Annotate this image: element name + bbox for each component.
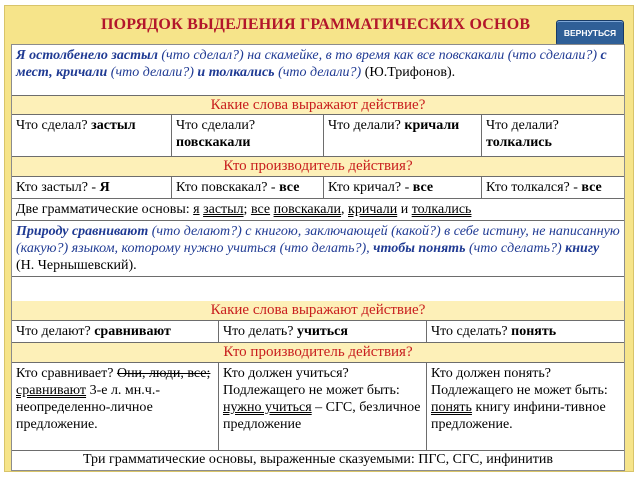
cell-question: Кто толкался? -: [486, 180, 578, 195]
example1-question: (что сделал?): [161, 48, 244, 63]
cell-question: Кто кричал? -: [328, 180, 410, 195]
predicate-word: понять: [431, 400, 472, 415]
example1-subject: Я остолбенело застыл: [16, 48, 158, 63]
table1-actor-cell: [12, 177, 172, 198]
example2-text: книгу: [565, 241, 600, 256]
example1-question: (что делали?): [110, 65, 194, 80]
cell-question: Кто сравнивает?: [16, 366, 114, 381]
page-title: ПОРЯДОК ВЫДЕЛЕНИЯ ГРАММАТИЧЕСКИХ ОСНОВ: [101, 16, 531, 33]
cell-answer: Я: [99, 180, 110, 195]
example1-author: (Ю.Трифонов).: [364, 65, 456, 80]
example2-question: (что сделать?): [468, 241, 562, 256]
example2-author: (Н. Чернышевский).: [16, 258, 137, 273]
table1-actors-row: [12, 177, 624, 199]
table1-action-cell: [12, 115, 172, 156]
cell-answer: сравнивают: [94, 324, 171, 339]
predicate-word: нужно учиться: [223, 400, 312, 415]
example1-question: (что сделали?): [507, 48, 598, 63]
conjunction: и: [400, 202, 409, 217]
cell-answer: все: [279, 180, 300, 195]
table2-actors-row: [12, 363, 624, 451]
example2-predicate: Природу сравнивают: [16, 224, 149, 239]
band-actor-question-2: Кто производитель действия?: [12, 343, 624, 363]
cell-answer: все: [412, 180, 434, 195]
cell-question: Кто застыл? -: [16, 180, 97, 195]
cell-question: Что делать?: [223, 324, 294, 339]
example2-question: (что делать?),: [279, 241, 370, 256]
cell-explanation: книгу инфини-тивное предложение.: [431, 400, 606, 432]
cell-answer: все: [581, 180, 602, 195]
example2-question: (какой?): [391, 224, 441, 239]
cell-question: Что делали?: [486, 118, 559, 133]
example-sentence-1: [12, 45, 624, 96]
example1-predicate: кричали: [56, 65, 108, 80]
footer-conclusion: Три грамматические основы, выраженные сказуемыми: ПГС, СГС, инфинитив: [83, 452, 553, 467]
table1-actor-cell: [172, 177, 324, 198]
cell-question: Что сделал?: [16, 118, 88, 133]
example1-text: с мест,: [16, 48, 607, 80]
table2-actor-cell: [12, 363, 219, 450]
example1-question: (что делали?): [278, 65, 362, 80]
cell-answer: повскакали: [176, 135, 251, 150]
example2-question: (какую?): [16, 241, 69, 256]
table2-action-cell: [12, 321, 219, 342]
grammatical-bases-summary-1: Две грамматические основы: я застыл; все повскакали, кричали и толкались: [12, 199, 624, 221]
example2-text: языком, которому нужно учиться: [71, 241, 277, 256]
cell-question: Что сделать?: [431, 324, 508, 339]
rules-table: [11, 44, 625, 471]
cell-explanation: 3-е л. мн.ч.- неопределенно-личное предложение.: [16, 383, 160, 432]
example1-text: на скамейке, в то время как все повскакали: [247, 48, 505, 63]
example-sentence-2: [12, 221, 624, 277]
cell-explanation: – СГС, безличное предложение: [223, 400, 421, 432]
cell-answer: понять: [511, 324, 557, 339]
cell-answer: толкались: [486, 135, 552, 150]
band-action-question: Какие слова выражают действие?: [12, 96, 624, 115]
cell-answer: учиться: [296, 324, 348, 339]
table2-actor-cell: [427, 363, 624, 450]
example2-text: чтобы понять: [373, 241, 466, 256]
back-button[interactable]: ВЕРНУТЬСЯ: [556, 20, 624, 46]
summary-lead: Две грамматические основы:: [16, 202, 190, 217]
predicate-word: толкались: [411, 202, 472, 217]
subject-word: я: [193, 202, 200, 217]
cell-question: Кто должен понять? Подлежащего не может быть:: [431, 366, 608, 398]
example2-text: с книгою, заключающей: [245, 224, 388, 239]
predicate-word: сравнивают: [16, 383, 87, 398]
cell-answer: застыл: [91, 118, 136, 133]
example2-question: (что делают?): [151, 224, 242, 239]
table2-action-cell: [219, 321, 427, 342]
table2-actor-cell: [219, 363, 427, 450]
cell-question: Кто должен учиться? Подлежащего не может быть:: [223, 366, 400, 398]
table2-actions-row: [12, 321, 624, 343]
cell-question: Что сделали?: [176, 118, 256, 133]
band-actor-question: Кто производитель действия?: [12, 157, 624, 177]
cell-answer: кричали: [404, 118, 460, 133]
table1-actor-cell: [324, 177, 482, 198]
table1-actions-row: [12, 115, 624, 157]
table2-action-cell: [427, 321, 624, 342]
subject-word: все: [250, 202, 271, 217]
example1-predicate: и толкались: [197, 65, 275, 80]
example2-text: в себе истину, не написанную: [444, 224, 620, 239]
header: [5, 6, 633, 44]
cell-question: Что делали?: [328, 118, 401, 133]
table1-action-cell: [324, 115, 482, 156]
table1-action-cell: [172, 115, 324, 156]
predicate-word: повскакали: [273, 202, 342, 217]
predicate-word: застыл: [203, 202, 244, 217]
predicate-word: кричали: [348, 202, 398, 217]
band-action-question-2: Какие слова выражают действие?: [12, 301, 624, 321]
table1-action-cell: [482, 115, 624, 156]
struck-text: Они, люди, все;: [116, 366, 211, 381]
cell-question: Кто повскакал? -: [176, 180, 276, 195]
slide-frame: [4, 5, 634, 472]
table1-actor-cell: [482, 177, 624, 198]
cell-question: Что делают?: [16, 324, 91, 339]
